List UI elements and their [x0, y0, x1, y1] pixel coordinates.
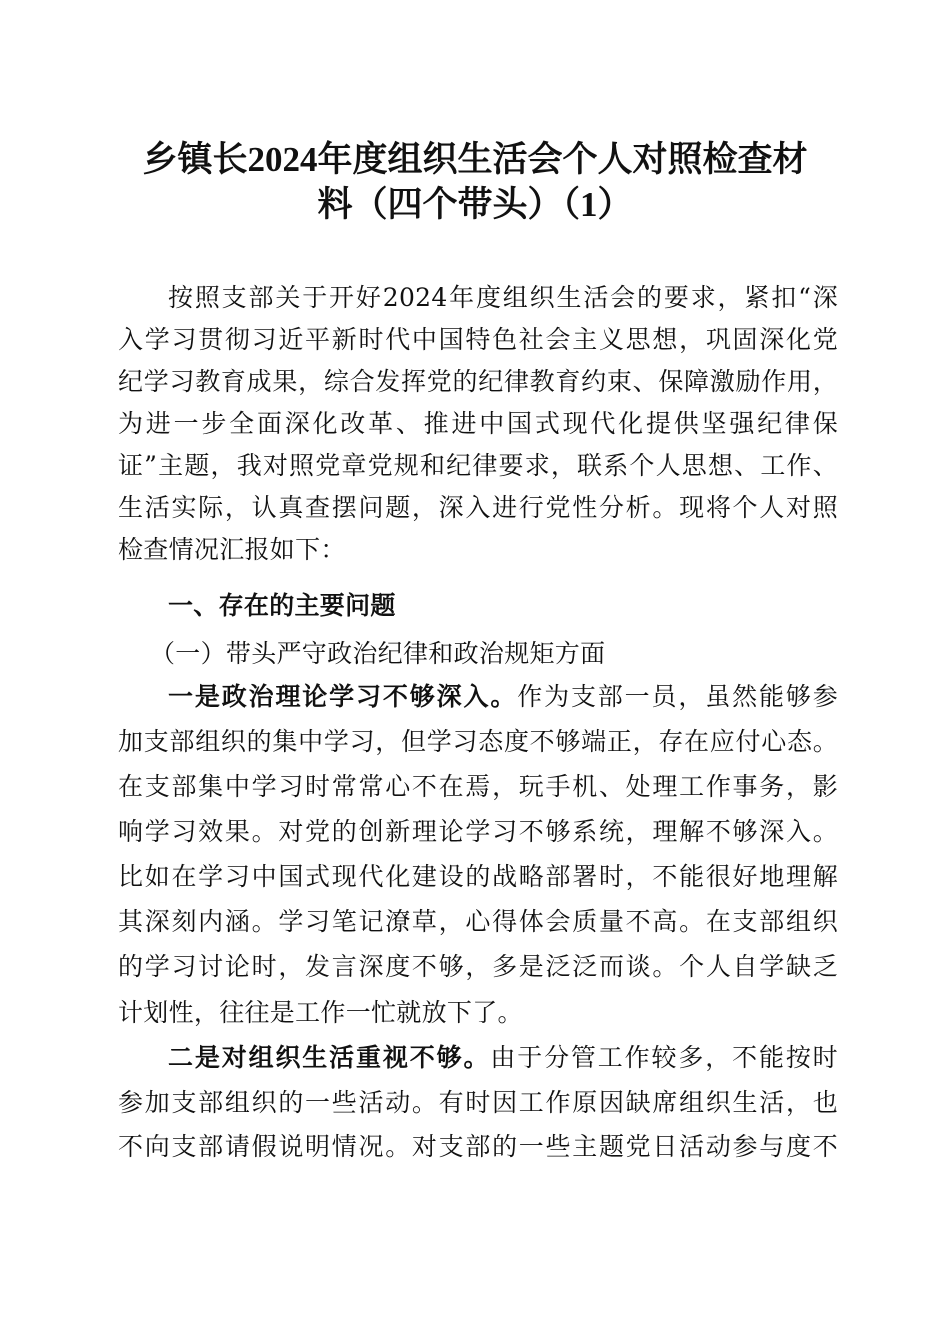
text-line: 入学习贯彻习近平新时代中国特色社会主义思想，巩固深化党	[118, 325, 838, 354]
text-line	[168, 1043, 838, 1073]
text-line: 计划性，往往是工作一忙就放下了。	[118, 998, 523, 1027]
text-line: 加支部组织的集中学习，但学习态度不够端正，存在应付心态。	[118, 727, 838, 756]
title-line: 料（四个带头）（1）	[317, 185, 633, 224]
text-line: 不向支部请假说明情况。对支部的一些主题党日活动参与度不	[118, 1132, 838, 1161]
text-line: 参加支部组织的一些活动。有时因工作原因缺席组织生活，也	[118, 1088, 838, 1117]
section-heading: 一、存在的主要问题	[168, 591, 396, 620]
point-text: 作为支部一员，虽然能够参	[517, 682, 839, 711]
text-line: 证”主题，我对照党章党规和纪律要求，联系个人思想、工作、	[118, 451, 838, 480]
text-line: 按照支部关于开好2024年度组织生活会的要求，紧扣“深	[168, 283, 838, 312]
point-text: 由于分管工作较多，不能按时	[490, 1043, 838, 1072]
point-lead: 二是对组织生活重视不够。	[168, 1043, 491, 1072]
text-line: 比如在学习中国式现代化建设的战略部署时，不能很好地理解	[118, 862, 838, 891]
text-line: 在支部集中学习时常常心不在焉，玩手机、处理工作事务，影	[118, 772, 838, 801]
point-lead: 一是政治理论学习不够深入。	[168, 682, 518, 711]
title-line: 乡镇长2024年度组织生活会个人对照检查材	[142, 140, 808, 179]
text-line: 检查情况汇报如下：	[118, 535, 346, 564]
text-line	[168, 682, 838, 712]
text-line: 其深刻内涵。学习笔记潦草，心得体会质量不高。在支部组织	[118, 907, 838, 936]
text-line: 生活实际，认真查摆问题，深入进行党性分析。现将个人对照	[118, 493, 838, 522]
text-line: 纪学习教育成果，综合发挥党的纪律教育约束、保障激励作用，	[118, 367, 838, 396]
text-line: 的学习讨论时，发言深度不够，多是泛泛而谈。个人自学缺乏	[118, 952, 838, 981]
text-line: 为进一步全面深化改革、推进中国式现代化提供坚强纪律保	[118, 409, 838, 438]
text-line: 响学习效果。对党的创新理论学习不够系统，理解不够深入。	[118, 817, 838, 846]
subsection-heading: （一）带头严守政治纪律和政治规矩方面	[150, 639, 606, 668]
